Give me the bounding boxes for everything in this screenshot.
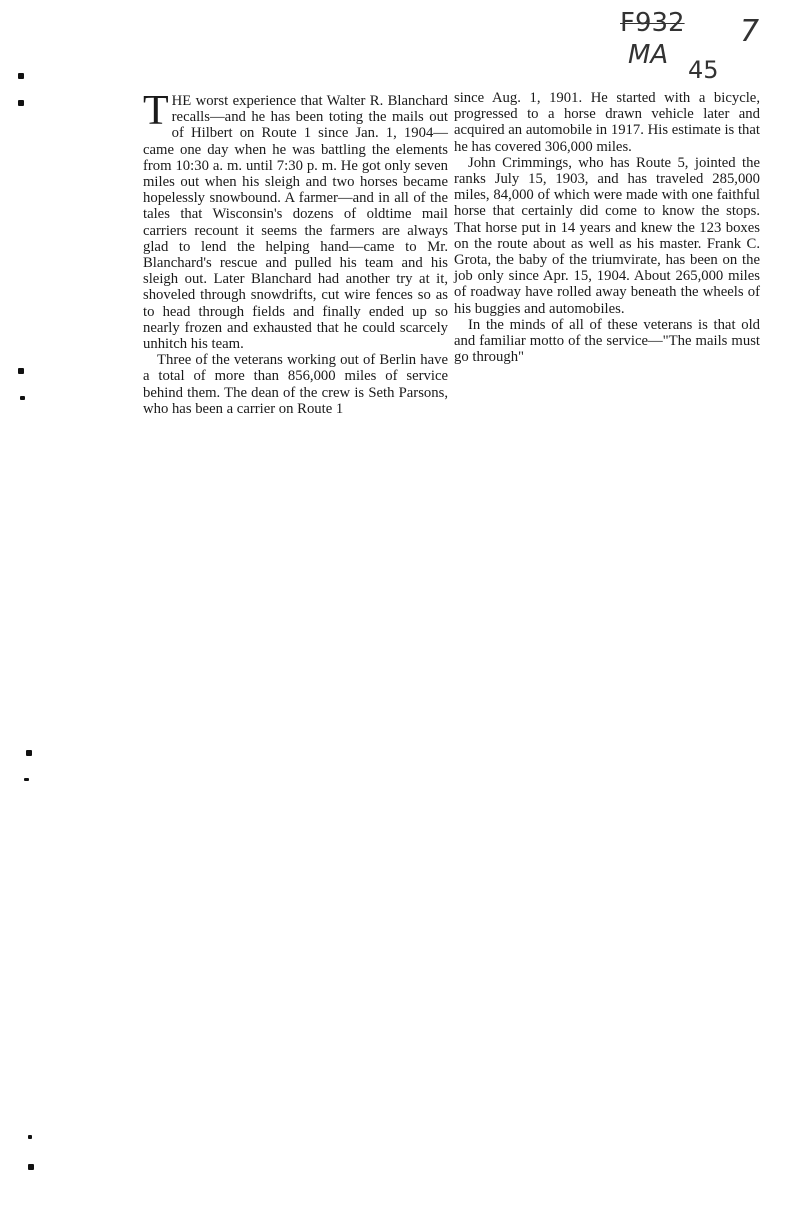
margin-mark	[18, 73, 24, 79]
article-paragraph	[143, 88, 448, 353]
article-paragraph: Three of the veterans working out of Berlin have a total of more than 856,000 miles of service behind them. The dean of the crew is Seth Parsons, who has been a carrier on Route 1	[143, 352, 448, 417]
article-column-right	[454, 90, 760, 365]
margin-mark	[26, 750, 32, 756]
margin-mark	[28, 1164, 34, 1170]
handwritten-page-number: 7	[740, 14, 760, 49]
article-paragraph: In the minds of all of these veterans is that old and familiar motto of the service—"The mails must go through"	[454, 316, 760, 366]
article-column-left	[143, 88, 448, 417]
margin-mark	[18, 368, 24, 374]
article-paragraph: since Aug. 1, 1901. He started with a bicycle, progressed to a horse drawn vehicle later and acquired an automobile in 1917. His estimate is that he has covered 306,000 miles.	[454, 90, 760, 155]
margin-mark	[28, 1135, 32, 1139]
article-paragraph: John Crimmings, who has Route 5, jointed the ranks July 15, 1903, and has traveled 285,000 miles, 84,000 of which were made with one faithful horse that certainly did come to know the stops. That horse put in 14 years and knew the 123 boxes on the route about as well as his master. Frank C. Grota, the baby of the triumvirate, has been on the job only since Apr. 15, 1904. About 265,000 miles of roadway have rolled away beneath the wheels of his buggies and automobiles.	[454, 154, 760, 317]
margin-mark	[20, 396, 25, 400]
margin-mark	[24, 778, 29, 781]
paragraph-text: HE worst experience that Walter R. Blanchard recalls—and he has been toting the mails out of Hilbert on Route 1 since Jan. 1, 1904—came one day when he was battling the elements from 10:30 a. m. until 7:30 p. m. He got only seven miles out when his sleigh and two horses became hopelessly snowbound. A farmer—and in all of the tales that Wisconsin's dozens of oldtime mail carriers recount it seems the farmers are always glad to lend the helping hand—came to Mr. Blanchard's rescue and pulled his team and his sleigh out. Later Blanchard had another try at it, shoveled through snowdrifts, cut wire fences so as to head through fields and finally ended up so nearly frozen and exhausted that he could scarcely unhitch his team.	[143, 93, 448, 353]
handwritten-number: 45	[688, 56, 719, 84]
drop-cap: T	[143, 88, 169, 134]
margin-mark	[18, 100, 24, 106]
handwritten-initials: MA	[628, 40, 669, 70]
handwritten-code: F932	[620, 8, 685, 38]
